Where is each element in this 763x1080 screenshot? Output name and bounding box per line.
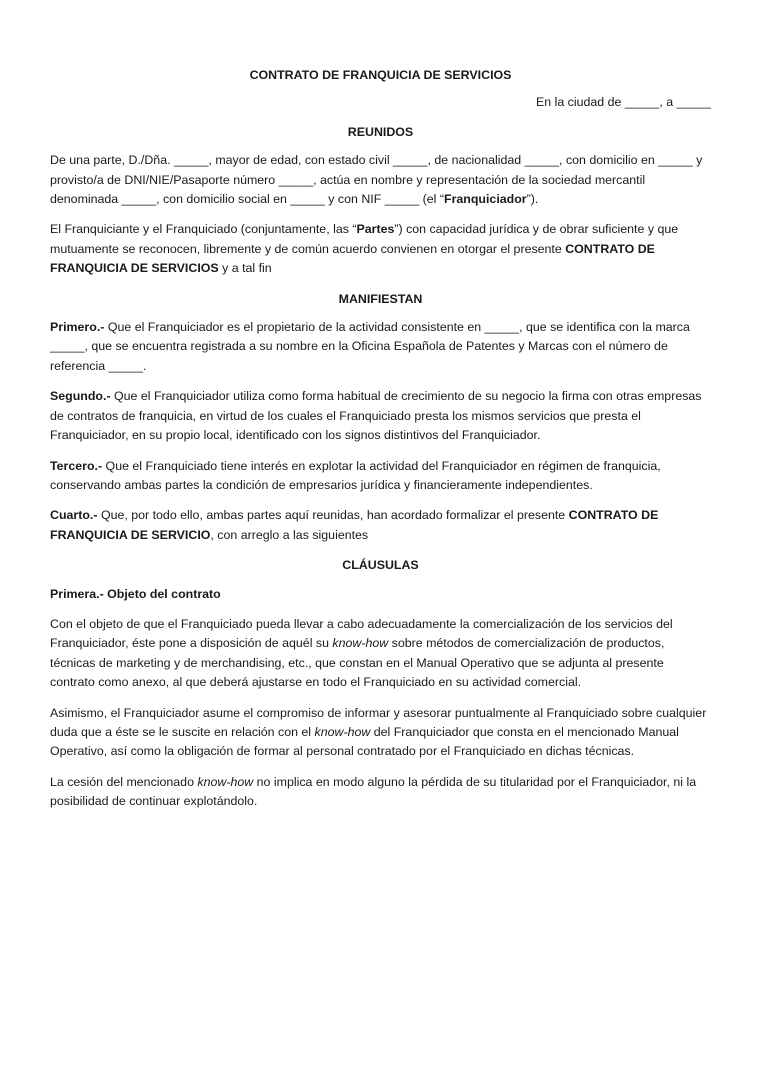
city-date-line: En la ciudad de _____, a _____ [536,95,711,110]
document-title: CONTRATO DE FRANQUICIA DE SERVICIOS [249,68,512,82]
clause-title-primera: Primera.- Objeto del contrato [50,586,221,601]
paragraph-text-end: del Franquiciador que consta en el mencionado Manual Operativo, así como la obligación de formar al personal contratado por el Franquiciado en dichas técnicas. [50,724,679,759]
manifiestan-cuarto [50,506,711,545]
section-heading-clausulas: CLÁUSULAS [342,558,419,573]
bold-term-partes: Partes [356,222,395,237]
paragraph-reunidos-2 [50,220,711,278]
paragraph-text-end: sobre métodos de comercialización de productos, técnicas de marketing y de merchandising, etc., que constan en el Manual Operativo que se adjunta al presente contrato como anexo, al que deberá ajustarse en todo el Franquiciado en su actividad comercial. [50,636,665,690]
item-label: Cuarto.- [50,508,98,523]
paragraph-text: De una parte, D./Dña. _____, mayor de edad, con estado civil _____, de nacionalidad _____, con domicilio en _____ y provisto/a de DNI/NIE/Pasaporte número _____, actúa en nombre y representación de la sociedad mercantil denominada _____, con domicilio social en _____ y con NIF _____ (el “ [50,153,703,207]
item-text: Que el Franquiciador utiliza como forma habitual de crecimiento de su negocio la firma con otras empresas de contratos de franquicia, en virtud de los cuales el Franquiciado presta los mismos servicios que presta el Franquiciador, en su propio local, identificado con los signos distintivos del Franquiciador. [50,389,702,443]
italic-term-know-how: know-how [197,774,254,789]
paragraph-text-end: no implica en modo alguno la pérdida de su titularidad por el Franquiciador, ni la posibilidad de continuar explotándolo. [50,774,697,809]
clause-paragraph-2 [50,704,711,762]
clause-paragraph-1 [50,615,711,693]
item-text: Que el Franquiciado tiene interés en explotar la actividad del Franquiciador en régimen de franquicia, conservando ambas partes la condición de empresarios jurídica y financieramente independientes. [50,458,661,492]
paragraph-reunidos-1 [50,151,711,209]
section-heading-reunidos: REUNIDOS [347,124,414,139]
paragraph-text-end: ”). [526,192,539,207]
bold-contract-name: CONTRATO DE FRANQUICIA DE SERVICIO [50,508,659,542]
section-heading-manifiestan: MANIFIESTAN [338,291,423,306]
paragraph-text: Asimismo, el Franquiciador asume el compromiso de informar y asesorar puntualmente al Franquiciado sobre cualquier duda que a éste se le suscite en relación con el [50,705,707,739]
italic-term-know-how: know-how [314,724,371,739]
item-text-end: , con arreglo a las siguientes [210,527,369,542]
manifiestan-tercero [50,457,711,496]
italic-term-know-how: know-how [332,636,389,651]
bold-term-franquiciador: Franquiciador [444,192,527,207]
item-label: Tercero.- [50,458,103,473]
bold-contract-name: CONTRATO DE FRANQUICIA DE SERVICIOS [50,241,655,276]
paragraph-text: La cesión del mencionado [50,774,198,789]
paragraph-text-mid: ”) con capacidad jurídica y de obrar suficiente y que mutuamente se reconocen, libremente y de común acuerdo convienen en otorgar el presente [50,222,679,256]
item-text: Que, por todo ello, ambas partes aquí reunidas, han acordado formalizar el presente [97,508,569,523]
manifiestan-segundo [50,387,711,445]
paragraph-text: Con el objeto de que el Franquiciado pueda llevar a cabo adecuadamente la comercialización de los servicios del Franquiciador, éste pone a disposición de aquél su [50,616,673,651]
item-label: Primero.- [50,320,105,335]
clause-paragraph-3 [50,773,711,812]
manifiestan-primero [50,318,711,376]
paragraph-text-end: y a tal fin [218,261,272,276]
item-text: Que el Franquiciador es el propietario de la actividad consistente en _____, que se identifica con la marca _____, que se encuentra registrada a su nombre en la Oficina Española de Patentes y Marcas con el número de referencia _____. [50,320,690,373]
paragraph-text: El Franquiciante y el Franquiciado (conjuntamente, las “ [50,222,357,237]
item-label: Segundo.- [50,389,111,404]
